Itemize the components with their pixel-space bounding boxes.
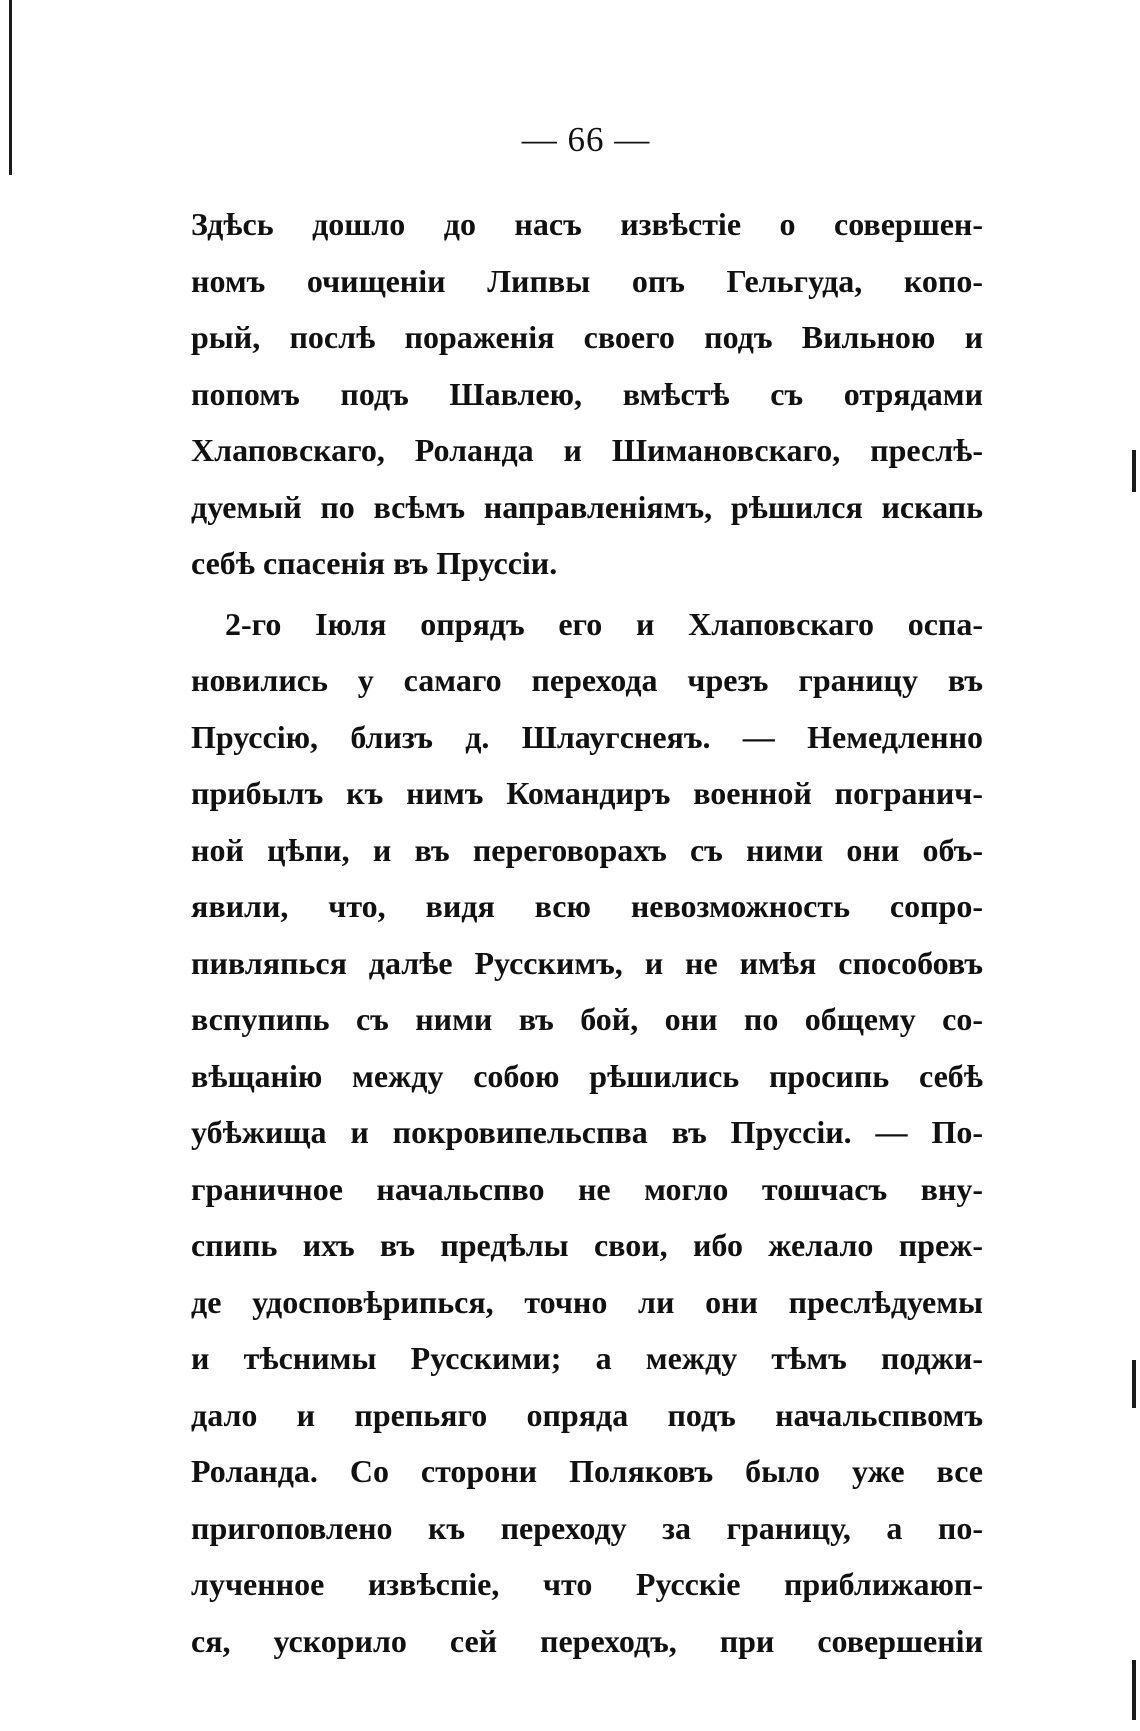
paragraph-2: [191, 596, 983, 1670]
text-line: себѣ спасенія въ Пруссіи.: [191, 545, 558, 581]
text-line: вѣщанію между собою рѣшились просипь себѣ: [191, 1057, 983, 1094]
text-line: де удосповѣрипься, точно ли они преслѣдуемы: [191, 1283, 983, 1320]
text-line: лученное извѣспіе, что Русскіе приближаюп-: [191, 1566, 983, 1602]
text-line: граничное начальспво не могло тошчасъ вну-: [191, 1170, 983, 1207]
text-line: ся, ускорило сей переходъ, при совершеніи: [191, 1622, 983, 1659]
text-line: явили, что, видя всю невозможность сопро-: [191, 888, 983, 924]
text-line: новились у самаго перехода чрезъ границу въ: [191, 662, 983, 698]
text-line: номъ очищеніи Липвы опъ Гельгуда, копо-: [191, 262, 983, 299]
scan-mark: [1132, 1660, 1136, 1720]
text-line: убѣжища и покровипельспва въ Пруссіи. — По-: [191, 1114, 983, 1150]
text-line: и тѣснимы Русскими; а между тѣмъ поджи-: [191, 1340, 983, 1376]
text-line: вспупипь съ ними въ бой, они по общему со-: [191, 1001, 983, 1037]
text-line: пригоповлено къ переходу за границу, а по-: [191, 1509, 983, 1546]
text-line: спипь ихъ въ предѣлы свои, ибо желало преж-: [191, 1227, 983, 1263]
text-line: рый, послѣ пораженія своего подъ Вильною и: [191, 319, 983, 355]
text-line: дуемый по всѣмъ направленіямъ, рѣшился искапь: [191, 488, 983, 525]
text-line: 2-го Іюля опрядъ его и Хлаповскаго оспа-: [225, 605, 983, 642]
text-line: пивляпься далѣе Русскимъ, и не имѣя способовъ: [191, 944, 983, 981]
text-line: прибылъ къ нимъ Командиръ военной погранич-: [191, 775, 983, 811]
body-text: [191, 196, 983, 1669]
text-line: Здѣсь дошло до насъ извѣстіе о совершен-: [191, 206, 983, 242]
text-line: попомъ подъ Шавлею, вмѣстѣ съ отрядами: [191, 375, 983, 412]
scan-mark: [1132, 450, 1136, 492]
paragraph-1: [191, 196, 983, 592]
text-line: Пруссію, близъ д. Шлаугснеяъ. — Немедленно: [191, 718, 983, 755]
text-line: дало и препьяго опряда подъ начальспвомъ: [191, 1396, 983, 1433]
text-line: ной цѣпи, и въ переговорахъ съ ними они объ-: [191, 831, 983, 868]
page-number: — 66 —: [521, 120, 651, 159]
text-line: Роланда. Со сторони Поляковъ было уже все: [191, 1453, 983, 1489]
text-line: Хлаповскаго, Роланда и Шимановскаго, преслѣ-: [191, 432, 983, 468]
scan-mark: [1132, 1360, 1136, 1408]
